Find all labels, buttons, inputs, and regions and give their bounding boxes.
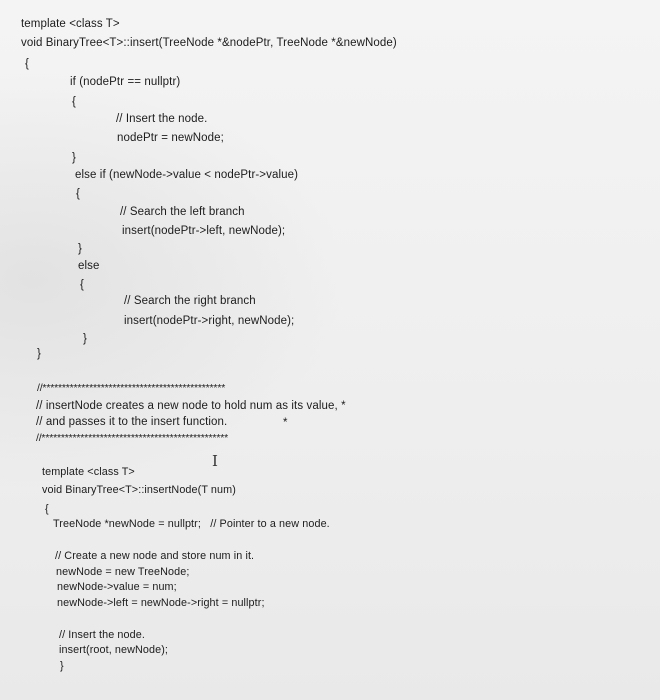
code-line: nodePtr = newNode; (117, 132, 224, 144)
code-line: newNode = new TreeNode; (56, 566, 190, 578)
code-line: insert(nodePtr->left, newNode); (122, 225, 286, 237)
code-line: { (45, 503, 49, 515)
code-line: { (76, 188, 80, 200)
code-line: newNode->value = num; (57, 581, 177, 593)
code-line: newNode->left = newNode->right = nullptr; (57, 597, 265, 609)
code-line: insert(root, newNode); (59, 644, 169, 656)
code-line: } (72, 152, 76, 164)
comment-star: * (283, 417, 288, 429)
code-line: { (25, 58, 29, 70)
code-line: // Insert the node. (59, 629, 145, 641)
code-line: { (80, 279, 84, 291)
code-line: } (78, 243, 82, 255)
code-line: // Create a new node and store num in it. (55, 550, 255, 562)
comment-line: //*********************************************** (37, 382, 226, 394)
comment-line: // insertNode creates a new node to hold num as its value, * (36, 400, 346, 412)
code-line: } (83, 333, 87, 345)
code-line: // Search the left branch (120, 206, 245, 218)
code-line: void BinaryTree<T>::insert(TreeNode *&nodePtr, TreeNode *&newNode) (21, 37, 397, 49)
code-line: } (37, 348, 41, 360)
code-line: insert(nodePtr->right, newNode); (124, 315, 295, 327)
code-line: TreeNode *newNode = nullptr; // Pointer to a new node. (53, 518, 330, 530)
code-line: else (78, 260, 100, 272)
code-line: // Insert the node. (116, 113, 208, 125)
code-line: } (60, 660, 64, 672)
code-line: else if (newNode->value < nodePtr->value) (75, 169, 299, 181)
code-line: void BinaryTree<T>::insertNode(T num) (42, 484, 236, 496)
code-line: { (72, 96, 76, 108)
code-line: // Search the right branch (124, 295, 256, 307)
comment-line: // and passes it to the insert function. (36, 416, 228, 428)
comment-line: //************************************************ (36, 432, 228, 444)
code-line: template <class T> (21, 18, 120, 30)
code-line: if (nodePtr == nullptr) (70, 76, 181, 88)
code-line: template <class T> (42, 466, 135, 478)
text-cursor-icon: I (212, 452, 218, 470)
